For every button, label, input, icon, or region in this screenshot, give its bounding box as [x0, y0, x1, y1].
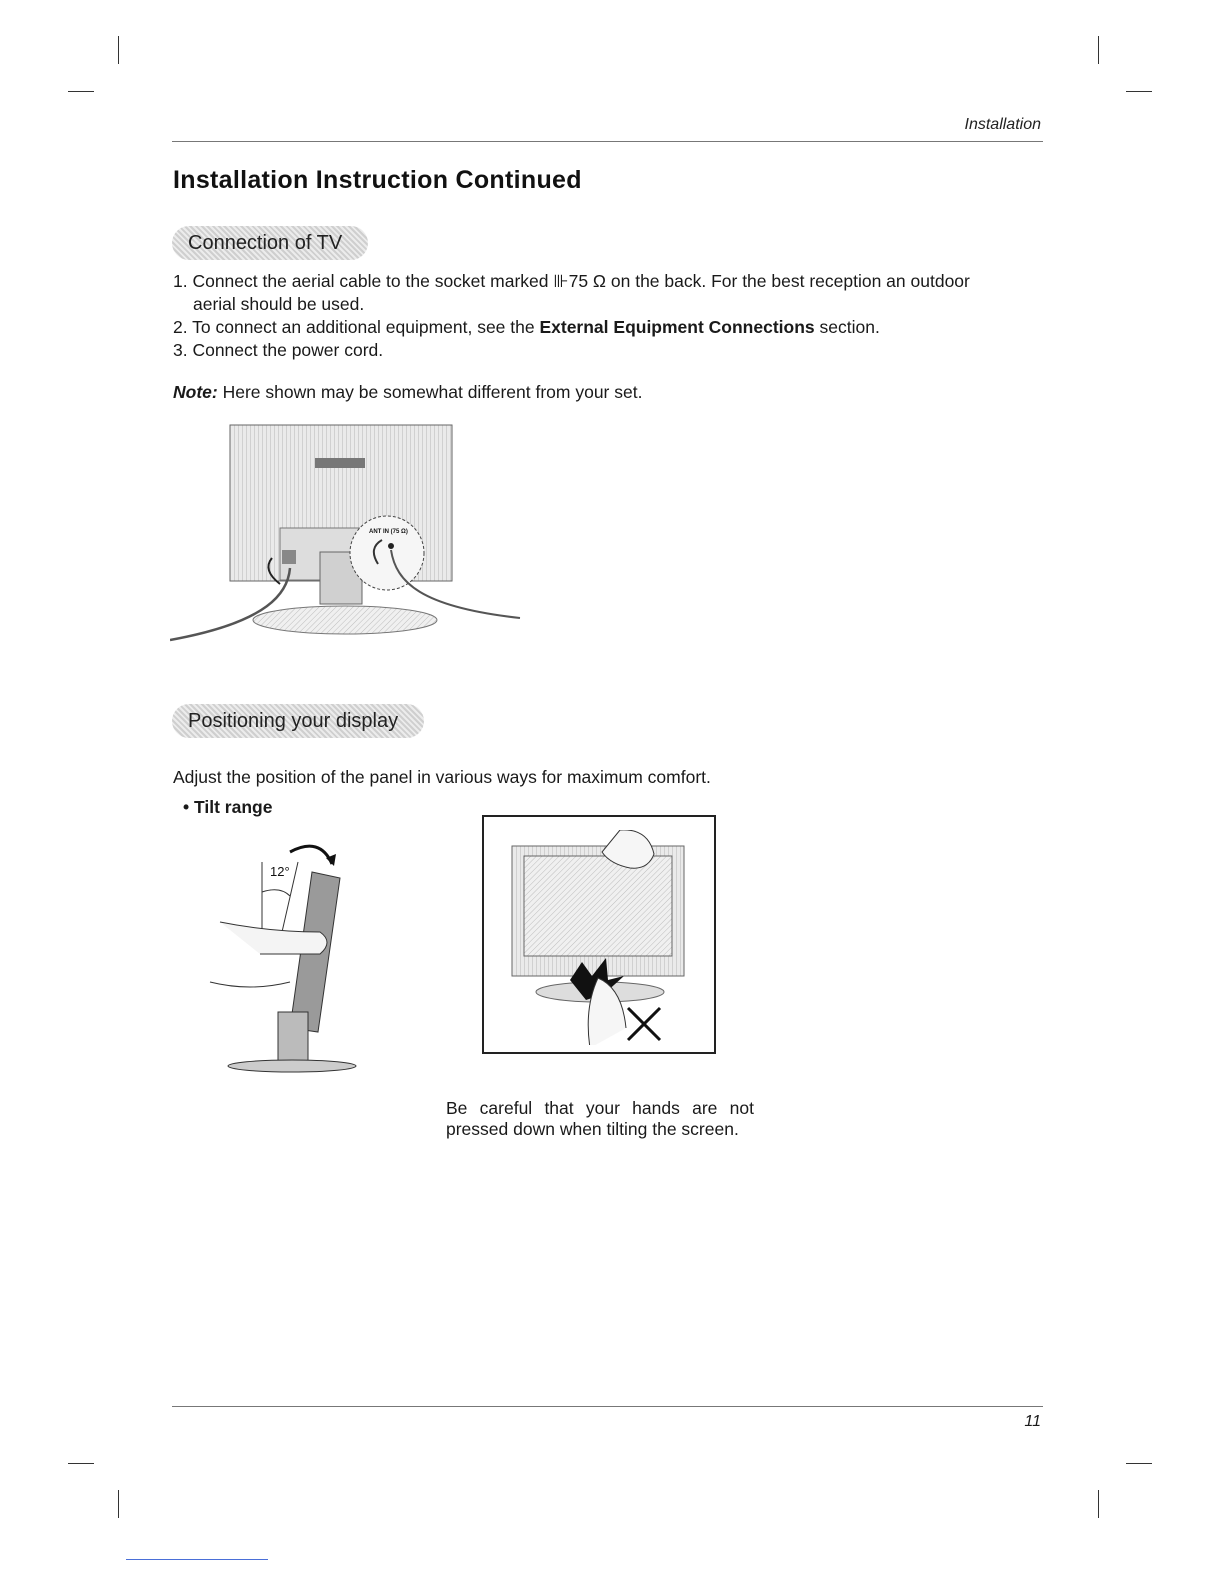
connection-steps [173, 270, 993, 362]
note: Note: Here shown may be somewhat different from your set. [173, 382, 643, 402]
running-header: Installation [964, 116, 1041, 133]
header-rule [172, 141, 1043, 142]
crop-mark [118, 1490, 119, 1518]
step-item: 3. Connect the power cord. [173, 340, 384, 360]
footer-rule [172, 1406, 1043, 1407]
crop-mark [68, 91, 94, 92]
section-heading-positioning: Positioning your display [172, 704, 424, 738]
crop-mark [1126, 91, 1152, 92]
tilt-illustration [200, 832, 370, 1077]
tilt-angle-label: 12° [270, 864, 290, 879]
tv-back-illustration [170, 422, 530, 652]
page-title: Installation Instruction Continued [173, 166, 582, 194]
page-number: 11 [1024, 1413, 1041, 1430]
crop-mark [68, 1463, 94, 1464]
crop-mark [1126, 1463, 1152, 1464]
positioning-paragraph: Adjust the position of the panel in various ways for maximum comfort. [173, 767, 711, 787]
caution-caption: Be careful that your hands are not pressed down when tilting the screen. [446, 1098, 754, 1139]
crop-mark [1098, 36, 1099, 64]
bottom-link-underline [126, 1559, 268, 1560]
crop-mark [118, 36, 119, 64]
cross-reference: External Equipment Connections [539, 317, 815, 337]
step-item: 2. To connect an additional equipment, see the External Equipment Connections section. [173, 317, 880, 337]
section-heading-connection: Connection of TV [172, 226, 368, 260]
step-item: 1. Connect the aerial cable to the socket marked ⊪75 Ω on the back. For the best reception an outdoor aerial should be used. [173, 271, 970, 314]
caution-illustration [500, 830, 700, 1045]
crop-mark [1098, 1490, 1099, 1518]
tilt-range-label: • Tilt range [183, 797, 273, 817]
antenna-symbol: ⊪75 Ω [553, 271, 607, 291]
ant-in-label: ANT IN (75 Ω) [369, 529, 408, 535]
